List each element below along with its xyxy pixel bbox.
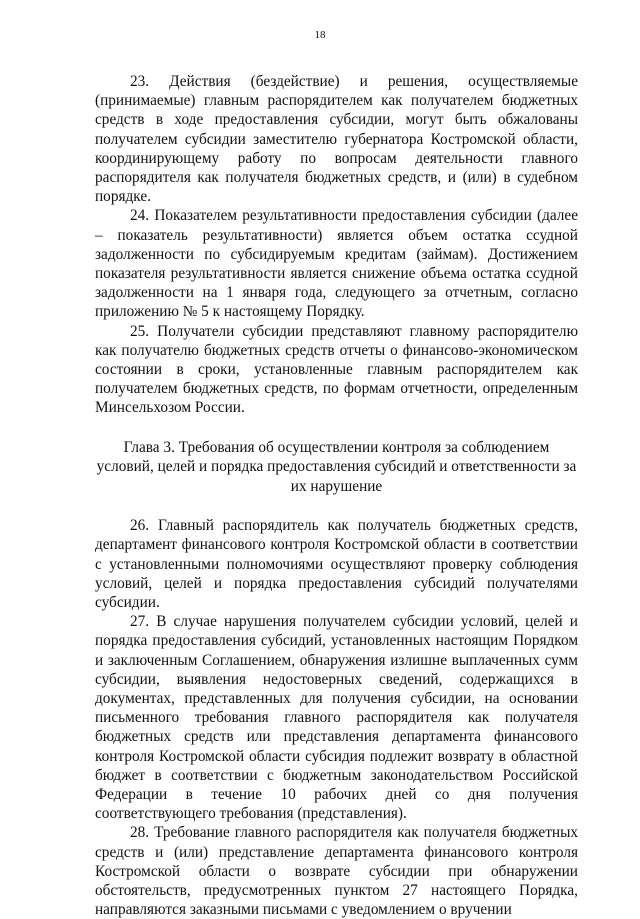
- paragraph-23: 23. Действия (бездействие) и решения, осуществляемые (принимаемые) главным распорядителем как получателем бюджетных средств в ходе предоставления субсидии, могут быть обжалованы получателем субсидии заместителю губернатора Костромской области, координирующему работу по вопросам деятельности главного распорядителя как получателя бюджетных средств, и (или) в судебном порядке.: [95, 73, 578, 206]
- paragraph-25: 25. Получатели субсидии представляют главному распорядителю как получателю бюджетных средств отчеты о финансово-экономическом состоянии в сроки, установленные главным распорядителем как получателем бюджетных средств, по формам отчетности, определенным Минсельхозом России.: [95, 322, 578, 417]
- chapter-heading: Глава 3. Требования об осуществлении контроля за соблюдением условий, целей и порядка предоставления субсидий и ответственности за их нарушение: [96, 438, 577, 495]
- paragraph-26: 26. Главный распорядитель как получатель бюджетных средств, департамент финансового контроля Костромской области в соответствии с установленными полномочиями осуществляют проверку соблюдения условий, целей и порядка предоставления субсидий получателями субсидии.: [95, 517, 578, 611]
- page-number: 18: [314, 29, 326, 41]
- paragraph-27: 27. В случае нарушения получателем субсидии условий, целей и порядка предоставления субсидий, установленных настоящим Порядком и заключенным Соглашением, обнаружения излишне выплаченных сумм субсидии, выявления недостоверных сведений, содержащихся в документах, представленных для получения субсидии, на основании письменного требования главного распорядителя как получателя бюджетных средств или представления департамента финансового контроля Костромской области субсидия подлежит возврату в областной бюджет в соответствии с бюджетным законодательством Российской Федерации в течение 10 рабочих дней со дня получения соответствующего требования (представления).: [95, 613, 578, 823]
- document-body: [95, 72, 578, 919]
- paragraph-28: 28. Требование главного распорядителя как получателя бюджетных средств и (или) представление департамента финансового контроля Костромской области о возврате субсидии при обнаружении обстоятельств, предусмотренных пунктом 27 настоящего Порядка, направляются заказными письмами с уведомлением о вручении: [95, 824, 578, 919]
- paragraph-24: 24. Показателем результативности предоставления субсидии (далее – показатель результативности) является объем остатка ссудной задолженности по субсидируемым кредитам (займам). Достижением показателя результативности является снижение объема остатка ссудной задолженности на 1 января года, следующего за отчетным, согласно приложению № 5 к настоящему Порядку.: [95, 207, 578, 321]
